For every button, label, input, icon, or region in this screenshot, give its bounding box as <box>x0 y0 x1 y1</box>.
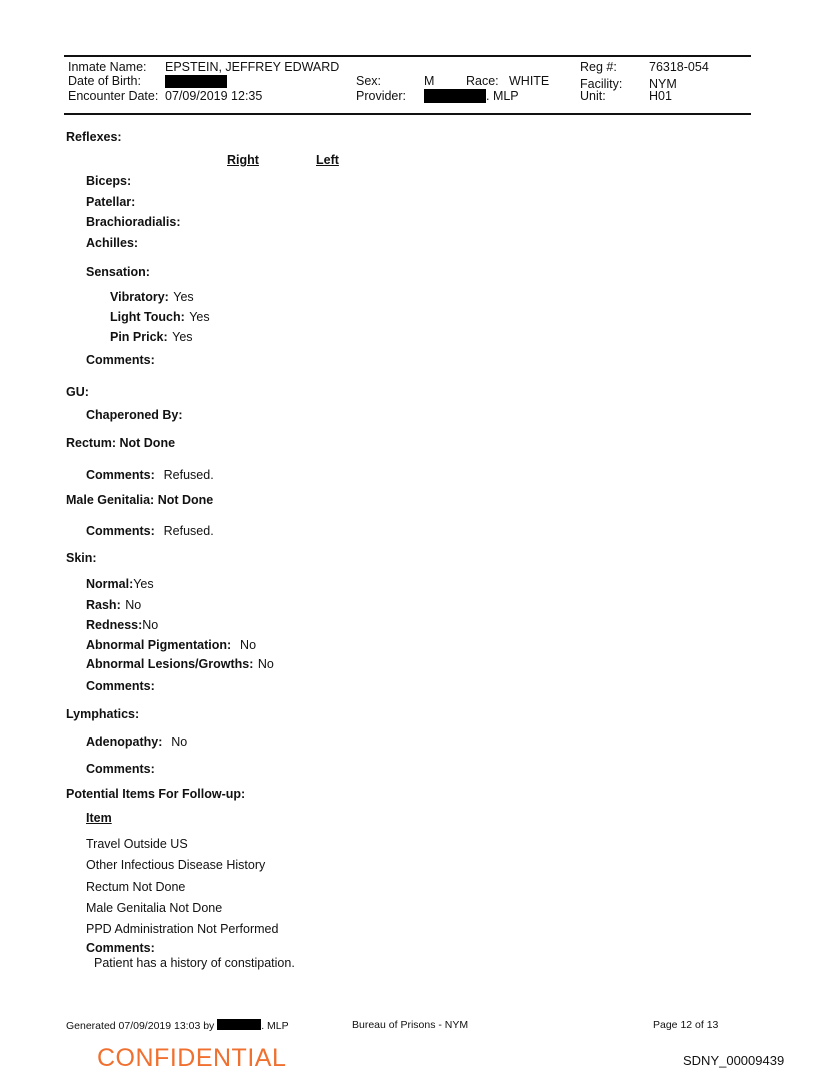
follow-up-item: Male Genitalia Not Done <box>86 901 223 915</box>
confidential-stamp: CONFIDENTIAL <box>97 1044 287 1072</box>
male-genitalia-comments-label: Comments: <box>86 524 155 538</box>
inmate-name-label: Inmate Name: <box>68 60 147 74</box>
skin-abnormal-pigmentation-label: Abnormal Pigmentation: <box>86 638 232 652</box>
follow-up-item: PPD Administration Not Performed <box>86 922 279 936</box>
sensation-vibratory-label: Vibratory: <box>110 290 169 304</box>
follow-up-comments-value: Patient has a history of constipation. <box>94 956 295 970</box>
lymphatics-adenopathy-label: Adenopathy: <box>86 735 163 749</box>
sensation-pin-prick-label: Pin Prick: <box>110 330 168 344</box>
skin-normal-label: Normal: <box>86 577 134 591</box>
skin-abnormal-pigmentation <box>86 636 256 654</box>
race-value: WHITE <box>509 74 550 88</box>
sensation-light-touch-value: Yes <box>189 310 210 324</box>
follow-up-title: Potential Items For Follow-up: <box>66 787 246 801</box>
sex-value: M <box>424 74 435 88</box>
reflex-patellar: Patellar: <box>86 195 136 209</box>
follow-up-item: Rectum Not Done <box>86 880 186 894</box>
encounter-date-value: 07/09/2019 12:35 <box>165 89 263 103</box>
header-bottom-rule <box>64 113 751 115</box>
rectum-comments-value: Refused. <box>163 468 214 482</box>
follow-up-comments-label: Comments: <box>86 941 155 955</box>
reflexes-col-right: Right <box>227 153 259 167</box>
lymphatics-adenopathy <box>86 733 187 751</box>
sex-label: Sex: <box>356 74 382 88</box>
follow-up-item: Other Infectious Disease History <box>86 858 266 872</box>
sensation-pin-prick <box>110 328 193 346</box>
unit-label: Unit: <box>580 89 606 103</box>
sensation-vibratory-value: Yes <box>173 290 194 304</box>
follow-up-item-header: Item <box>86 811 112 825</box>
rectum-comments-label: Comments: <box>86 468 155 482</box>
skin-rash-value: No <box>125 598 142 612</box>
footer-redaction <box>217 1019 261 1030</box>
footer-generated <box>66 1019 289 1032</box>
sensation-light-touch <box>110 308 210 326</box>
male-genitalia-title: Male Genitalia: Not Done <box>66 493 214 507</box>
gu-title: GU: <box>66 385 89 399</box>
skin-redness-label: Redness: <box>86 618 143 632</box>
skin-abnormal-pigmentation-value: No <box>240 638 257 652</box>
encounter-date-label: Encounter Date: <box>68 89 159 103</box>
male-genitalia-comments-value: Refused. <box>163 524 214 538</box>
sensation-pin-prick-value: Yes <box>172 330 193 344</box>
facility-label: Facility: <box>580 77 623 91</box>
skin-redness <box>86 616 158 634</box>
gu-chaperoned-label: Chaperoned By: <box>86 408 183 422</box>
dob-redaction <box>165 75 227 88</box>
dob-label: Date of Birth: <box>68 74 141 88</box>
skin-abnormal-lesions-label: Abnormal Lesions/Growths: <box>86 657 254 671</box>
male-genitalia-comments <box>86 522 214 540</box>
lymphatics-title: Lymphatics: <box>66 707 140 721</box>
lymphatics-comments-label: Comments: <box>86 762 155 776</box>
race-label: Race: <box>466 74 499 88</box>
provider-label: Provider: <box>356 89 407 103</box>
inmate-name-value: EPSTEIN, JEFFREY EDWARD <box>165 60 340 74</box>
skin-title: Skin: <box>66 551 97 565</box>
skin-comments-label: Comments: <box>86 679 155 693</box>
facility-value: NYM <box>649 77 677 91</box>
reflexes-col-left: Left <box>316 153 339 167</box>
skin-normal <box>86 575 154 593</box>
reg-label: Reg #: <box>580 60 617 74</box>
footer-generated-prefix: Generated 07/09/2019 13:03 by <box>66 1020 215 1032</box>
skin-redness-value: No <box>142 618 159 632</box>
reflex-biceps: Biceps: <box>86 174 132 188</box>
footer-institution: Bureau of Prisons - NYM <box>352 1019 469 1031</box>
skin-rash-label: Rash: <box>86 598 121 612</box>
reflex-achilles: Achilles: <box>86 236 139 250</box>
unit-value: H01 <box>649 89 672 103</box>
sensation-light-touch-label: Light Touch: <box>110 310 185 324</box>
reflexes-title: Reflexes: <box>66 130 122 144</box>
skin-abnormal-lesions <box>86 655 274 673</box>
header-top-rule <box>64 55 751 57</box>
sensation-title: Sensation: <box>86 265 150 279</box>
rectum-title: Rectum: Not Done <box>66 436 176 450</box>
footer-page-number: Page 12 of 13 <box>653 1019 719 1031</box>
reflex-brachioradialis: Brachioradialis: <box>86 215 181 229</box>
skin-abnormal-lesions-value: No <box>257 657 274 671</box>
provider-suffix: . MLP <box>486 89 519 103</box>
provider-redaction <box>424 89 486 103</box>
reg-value: 76318-054 <box>649 60 709 74</box>
sensation-vibratory <box>110 288 194 306</box>
rectum-comments <box>86 466 214 484</box>
follow-up-item: Travel Outside US <box>86 837 188 851</box>
lymphatics-adenopathy-value: No <box>171 735 188 749</box>
bates-number: SDNY_00009439 <box>683 1053 785 1068</box>
sensation-comments-label: Comments: <box>86 353 155 367</box>
skin-rash <box>86 596 141 614</box>
skin-normal-value: Yes <box>133 577 154 591</box>
footer-generated-suffix: . MLP <box>261 1020 289 1032</box>
